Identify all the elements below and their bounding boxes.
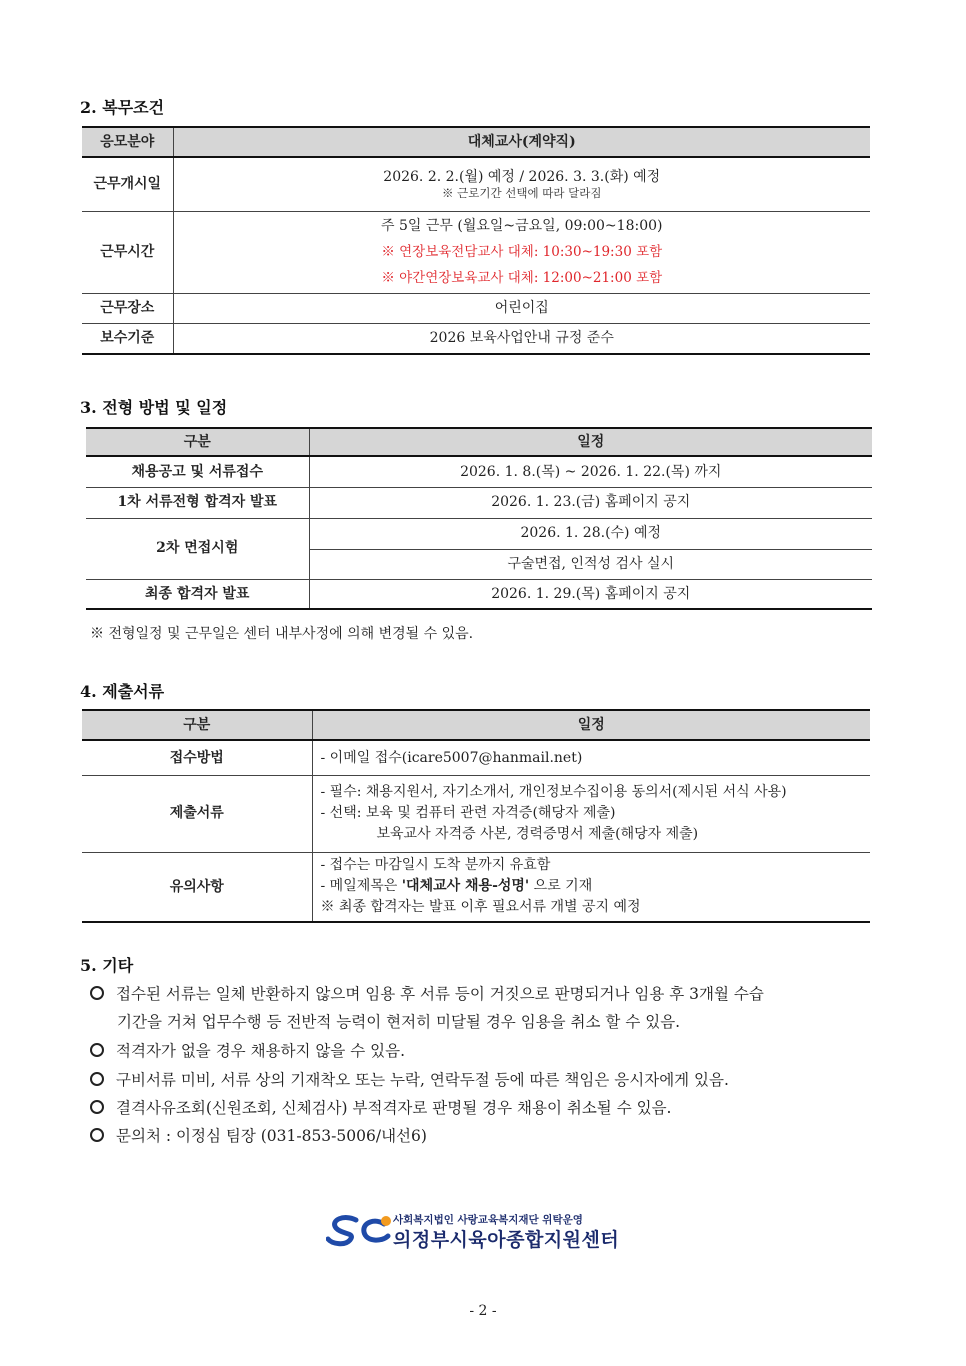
list-item [90, 982, 764, 1004]
start-date-text: 2026. 2. 2.(월) 예정 / 2026. 3. 3.(화) 예정 [383, 168, 661, 185]
col-header-category: 구분 [82, 710, 312, 740]
required-docs: - 필수: 채용지원서, 자기소개서, 개인정보수집이용 동의서(제시된 서식 사용) [320, 784, 787, 800]
note-deadline: - 접수는 마감일시 도착 분까지 유효함 [320, 857, 551, 874]
circle-bullet-icon [90, 1043, 104, 1057]
row-value: 구술면접, 인적성 검사 실시 [309, 549, 872, 579]
note-final: ※ 최종 합격자는 발표 이후 필요서류 개별 공지 예정 [320, 899, 641, 916]
page-number: - 2 - [469, 1303, 497, 1319]
row-value [312, 852, 870, 922]
documents-table [82, 709, 870, 923]
row-value [173, 157, 870, 211]
header-label: 응모분야 [82, 127, 173, 157]
list-item [90, 1096, 671, 1118]
row-label: 1차 서류전형 합격자 발표 [86, 487, 309, 518]
row-label: 유의사항 [82, 852, 312, 922]
row-value [312, 775, 870, 852]
row-label: 2차 면접시험 [86, 518, 309, 579]
header-value: 대체교사(계약직) [173, 127, 870, 157]
row-label: 근무장소 [82, 293, 173, 323]
list-item-text: 적격자가 없을 경우 채용하지 않을 수 있음. [116, 1042, 406, 1060]
schedule-footnote: ※ 전형일정 및 근무일은 센터 내부사정에 의해 변경될 수 있음. [90, 626, 474, 642]
circle-bullet-icon [90, 1128, 104, 1142]
row-value: 2026. 1. 23.(금) 홈페이지 공지 [309, 487, 872, 518]
optional-docs: - 선택: 보육 및 컴퓨터 관련 자격증(해당자 제출) [320, 805, 616, 821]
list-item [90, 1039, 405, 1061]
row-label: 채용공고 및 서류접수 [86, 456, 309, 487]
list-item-text: 구비서류 미비, 서류 상의 기재착오 또는 누락, 연락두절 등에 따른 책임은 응시자에게 있음. [116, 1071, 729, 1089]
circle-bullet-icon [90, 986, 104, 1000]
row-label: 제출서류 [82, 775, 312, 852]
start-date-note: ※ 근로기간 선택에 따라 달라짐 [442, 185, 602, 200]
list-item-text: 결격사유조회(신원조회, 신체검사) 부적격자로 판명될 경우 채용이 취소될 수 있음. [116, 1099, 672, 1117]
optional-docs-cont: 보육교사 자격증 사본, 경력증명서 제출(해당자 제출) [376, 826, 699, 842]
section-5-heading: 5. 기타 [80, 956, 134, 975]
list-item [90, 1124, 427, 1146]
row-value [173, 211, 870, 293]
list-item-text: 접수된 서류는 일체 반환하지 않으며 임용 후 서류 등이 거짓으로 판명되거나 임용 후 3개월 수습 [116, 985, 764, 1003]
row-label: 최종 합격자 발표 [86, 579, 309, 609]
row-value: 어린이집 [173, 293, 870, 323]
work-hours-note-1: ※ 연장보육전담교사 대체: 10:30~19:30 포함 [381, 244, 663, 260]
col-header-schedule: 일정 [309, 428, 872, 456]
org-subtitle: 사회복지법인 사랑교육복지재단 위탁운영 [393, 1214, 583, 1226]
col-header-schedule: 일정 [312, 710, 870, 740]
row-value: 2026. 1. 28.(수) 예정 [309, 518, 872, 549]
list-item-cont: 기간을 거쳐 업무수행 등 전반적 능력이 현저히 미달될 경우 임용을 취소 할 수 있음. [117, 1013, 681, 1031]
note-mail-pre: - 메일제목은 [320, 878, 402, 895]
schedule-table [86, 427, 872, 610]
work-conditions-table [82, 126, 870, 355]
row-label: 접수방법 [82, 740, 312, 775]
row-value: 2026. 1. 29.(목) 홈페이지 공지 [309, 579, 872, 609]
row-value: 2026. 1. 8.(목) ~ 2026. 1. 22.(목) 까지 [309, 456, 872, 487]
row-value: - 이메일 접수(icare5007@hanmail.net) [312, 740, 870, 775]
circle-bullet-icon [90, 1100, 104, 1114]
row-label: 보수기준 [82, 323, 173, 354]
org-name: 의정부시육아종합지원센터 [393, 1229, 620, 1251]
work-hours-text: 주 5일 근무 (월요일~금요일, 09:00~18:00) [381, 218, 663, 234]
center-logo-icon [326, 1212, 396, 1248]
note-mail-subject [321, 876, 871, 897]
row-value: 2026 보육사업안내 규정 준수 [173, 323, 870, 354]
section-4-heading: 4. 제출서류 [80, 682, 165, 701]
note-mail-bold: '대체교사 채용-성명' [401, 878, 530, 895]
row-label: 근무시간 [82, 211, 173, 293]
circle-bullet-icon [90, 1072, 104, 1086]
note-mail-post: 으로 기재 [529, 878, 593, 895]
list-item [90, 1068, 729, 1090]
col-header-category: 구분 [86, 428, 309, 456]
section-2-heading: 2. 복무조건 [80, 98, 165, 117]
section-3-heading: 3. 전형 방법 및 일정 [80, 398, 228, 417]
row-label: 근무개시일 [82, 157, 173, 211]
work-hours-note-2: ※ 야간연장보육교사 대체: 12:00~21:00 포함 [381, 270, 663, 286]
list-item-text: 문의처 : 이정심 팀장 (031-853-5006/내선6) [116, 1127, 427, 1145]
